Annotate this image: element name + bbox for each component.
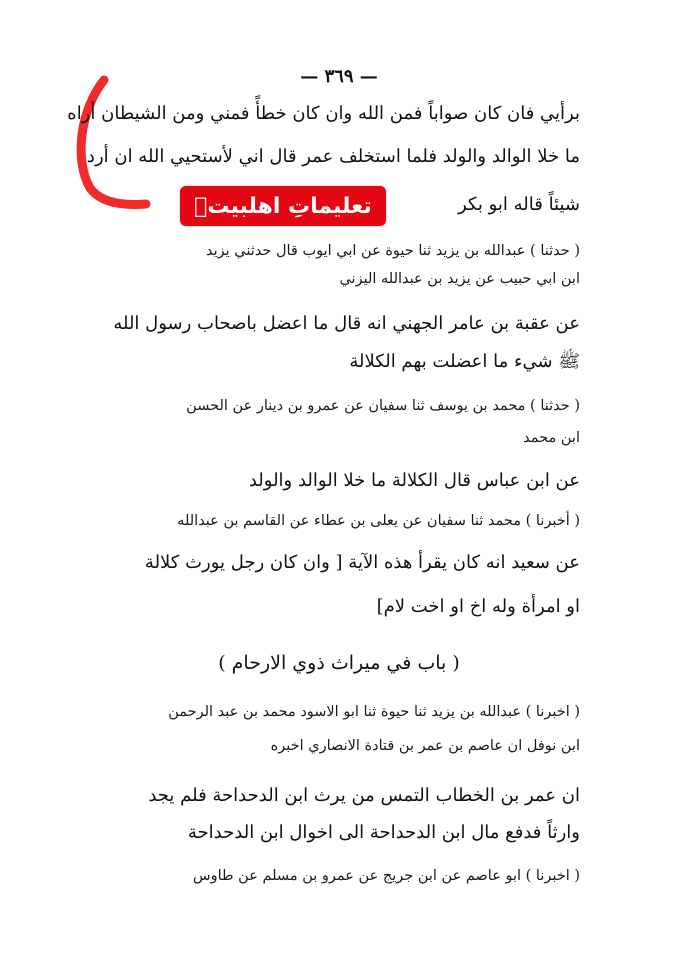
watermark-text: تعليماتِ اهلبيتؑ (194, 193, 372, 219)
page-number: — ٣٦٩ — (300, 66, 378, 87)
text-line-10: وارثاً فدفع مال ابن الدحداحة الى اخوال ابن الدحداحة (187, 822, 580, 843)
text-line-1: برأيي فان كان صواباً فمن الله وان كان خطأً فمني ومن الشيطان أراه (67, 103, 580, 124)
text-line-9: ان عمر بن الخطاب التمس من يرث ابن الدحداحة فلم يجد (148, 785, 580, 806)
text-line-2: ما خلا الوالد والولد فلما استخلف عمر قال اني لأستحيي الله ان أرد (86, 146, 580, 167)
watermark-banner (180, 186, 386, 226)
red-arc-mark (60, 70, 160, 220)
isnad-line-4: ابن محمد (523, 430, 580, 446)
isnad-line-3: ( حدثنا ) محمد بن يوسف ثنا سفيان عن عمرو بن دينار عن الحسن (186, 398, 580, 414)
isnad-line-2: ابن ابي حبيب عن يزيد بن عبدالله اليزني (339, 271, 580, 287)
text-line-8: او امرأة وله اخ او اخت لام] (376, 596, 580, 617)
text-line-4: عن عقبة بن عامر الجهني انه قال ما اعضل باصحاب رسول الله (113, 313, 580, 334)
chapter-heading: ( باب في ميراث ذوي الارحام ) (218, 652, 460, 674)
isnad-line-6: ( اخبرنا ) عبدالله بن يزيد ثنا حيوة ثنا ابو الاسود محمد بن عبد الرحمن (168, 704, 580, 720)
text-line-6: عن ابن عباس قال الكلالة ما خلا الوالد والولد (248, 470, 580, 491)
isnad-line-8: ( اخبرنا ) ابو عاصم عن ابن جريج عن عمرو بن مسلم عن طاوس (192, 868, 580, 884)
isnad-line-1: ( حدثنا ) عبدالله بن يزيد ثنا حيوة عن ابي ايوب قال حدثني يزيد (206, 243, 580, 259)
text-line-5: ﷺ شيء ما اعضلت بهم الكلالة (349, 351, 580, 372)
text-line-7: عن سعيد انه كان يقرأ هذه الآية [ وان كان رجل يورث كلالة (144, 552, 580, 573)
isnad-line-5: ( أخبرنا ) محمد ثنا سفيان عن يعلى بن عطاء عن القاسم بن عبدالله (177, 513, 580, 529)
text-line-3: شيئاً قاله ابو بكر (457, 194, 580, 215)
isnad-line-7: ابن نوفل ان عاصم بن عمر بن قتادة الانصاري اخبره (270, 738, 580, 754)
